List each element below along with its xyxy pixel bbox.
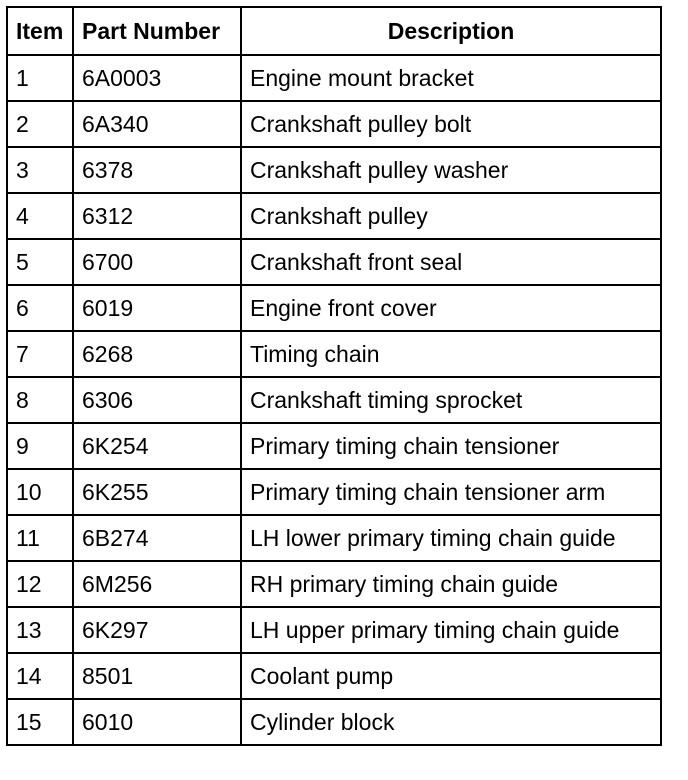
- description-cell: Engine front cover: [241, 285, 661, 331]
- part-number-cell: 6268: [73, 331, 241, 377]
- table-row: [7, 607, 661, 653]
- item-column-header: Item: [7, 7, 73, 55]
- description-cell: Engine mount bracket: [241, 55, 661, 101]
- item-cell: 11: [7, 515, 73, 561]
- description-cell: Cylinder block: [241, 699, 661, 745]
- part-number-cell: 6019: [73, 285, 241, 331]
- table-row: [7, 147, 661, 193]
- item-cell: 4: [7, 193, 73, 239]
- table-row: [7, 469, 661, 515]
- item-cell: 7: [7, 331, 73, 377]
- table-row: [7, 331, 661, 377]
- table-row: [7, 285, 661, 331]
- part-number-cell: 6378: [73, 147, 241, 193]
- item-cell: 10: [7, 469, 73, 515]
- item-cell: 14: [7, 653, 73, 699]
- table-row: [7, 377, 661, 423]
- table-row: [7, 561, 661, 607]
- description-cell: LH upper primary timing chain guide: [241, 607, 661, 653]
- part-number-cell: 8501: [73, 653, 241, 699]
- part-number-cell: 6B274: [73, 515, 241, 561]
- description-cell: Primary timing chain tensioner: [241, 423, 661, 469]
- description-cell: RH primary timing chain guide: [241, 561, 661, 607]
- part-number-cell: 6A340: [73, 101, 241, 147]
- description-cell: Timing chain: [241, 331, 661, 377]
- item-cell: 9: [7, 423, 73, 469]
- header-row: [7, 7, 661, 55]
- description-cell: Crankshaft front seal: [241, 239, 661, 285]
- description-column-header: Description: [241, 7, 661, 55]
- item-cell: 8: [7, 377, 73, 423]
- table-row: [7, 653, 661, 699]
- part-number-cell: 6700: [73, 239, 241, 285]
- part-number-column-header: Part Number: [73, 7, 241, 55]
- part-number-cell: 6K297: [73, 607, 241, 653]
- item-cell: 13: [7, 607, 73, 653]
- table-row: [7, 423, 661, 469]
- part-number-cell: 6A0003: [73, 55, 241, 101]
- part-number-cell: 6K255: [73, 469, 241, 515]
- table-row: [7, 101, 661, 147]
- item-cell: 3: [7, 147, 73, 193]
- table-row: [7, 55, 661, 101]
- description-cell: Crankshaft pulley bolt: [241, 101, 661, 147]
- part-number-cell: 6K254: [73, 423, 241, 469]
- description-cell: LH lower primary timing chain guide: [241, 515, 661, 561]
- item-cell: 2: [7, 101, 73, 147]
- item-cell: 6: [7, 285, 73, 331]
- table-row: [7, 193, 661, 239]
- item-cell: 1: [7, 55, 73, 101]
- table-row: [7, 515, 661, 561]
- description-cell: Crankshaft timing sprocket: [241, 377, 661, 423]
- description-cell: Coolant pump: [241, 653, 661, 699]
- part-number-cell: 6306: [73, 377, 241, 423]
- part-number-cell: 6312: [73, 193, 241, 239]
- description-cell: Crankshaft pulley: [241, 193, 661, 239]
- table-row: [7, 699, 661, 745]
- parts-table: [6, 6, 662, 746]
- item-cell: 12: [7, 561, 73, 607]
- item-cell: 5: [7, 239, 73, 285]
- item-cell: 15: [7, 699, 73, 745]
- part-number-cell: 6M256: [73, 561, 241, 607]
- part-number-cell: 6010: [73, 699, 241, 745]
- description-cell: Primary timing chain tensioner arm: [241, 469, 661, 515]
- table-row: [7, 239, 661, 285]
- description-cell: Crankshaft pulley washer: [241, 147, 661, 193]
